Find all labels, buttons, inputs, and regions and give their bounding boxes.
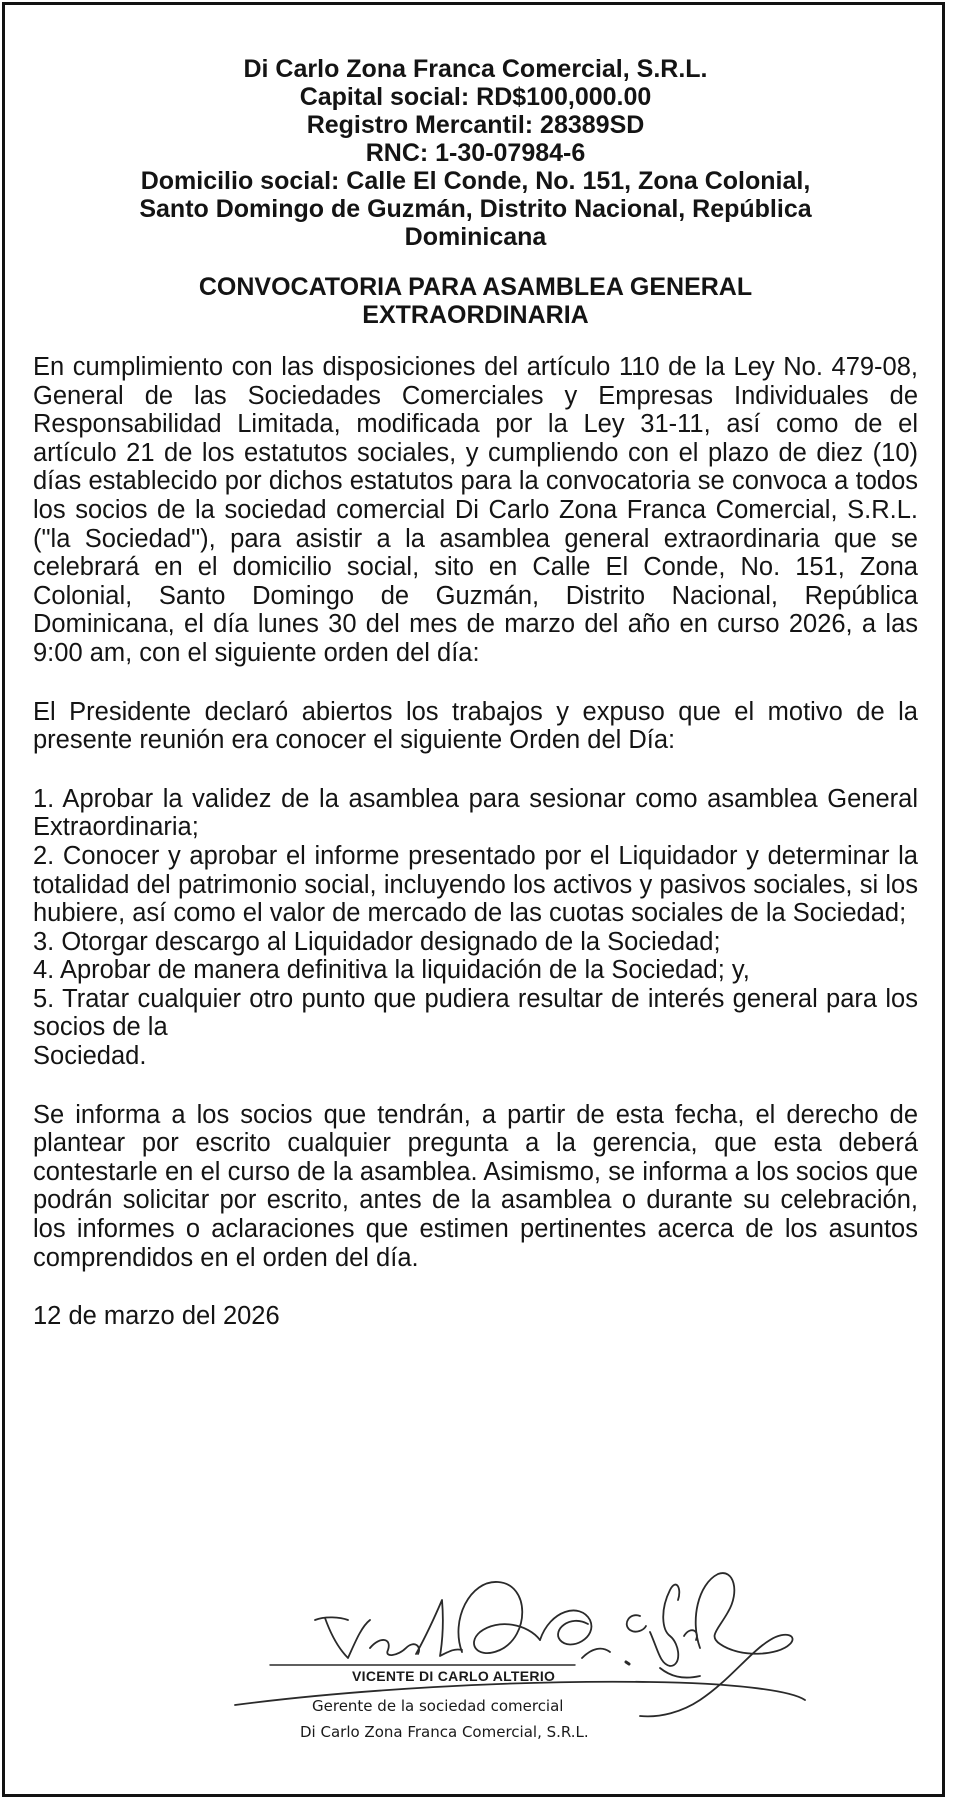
agenda-item-2: 2. Conocer y aprobar el informe presentado por el Liquidador y determinar la totalidad del patrimonio social, incluyendo los activos y pasivos sociales, si los hubiere, así como el valor de mercado de las cuotas sociales de la Sociedad; xyxy=(33,841,918,928)
signer-role: Gerente de la sociedad comercial xyxy=(312,1697,564,1715)
agenda-item-3: 3. Otorgar descargo al Liquidador designado de la Sociedad; xyxy=(33,927,721,956)
president-paragraph: El Presidente declaró abiertos los trabajos y expuso que el motivo de la presente reunión era conocer el siguiente Orden del Día: xyxy=(33,697,918,755)
notice-paragraph: Se informa a los socios que tendrán, a partir de esta fecha, el derecho de plantear por escrito cualquier pregunta a la gerencia, que esta deberá contestarle en el curso de la asamblea. Asimismo, se informa a los socios que podrán solicitar por escrito, antes de la asamblea o durante su celebración, los informes o aclaraciones que estimen pertinentes acerca de los asuntos comprendidos en el orden del día. xyxy=(33,1100,918,1272)
notice-title-line-1: CONVOCATORIA PARA ASAMBLEA GENERAL xyxy=(198,273,753,301)
company-header xyxy=(46,55,906,251)
agenda-item-1: 1. Aprobar la validez de la asamblea para sesionar como asamblea General Extraordinaria; xyxy=(33,784,918,842)
company-domicilio-line-1: Domicilio social: Calle El Conde, No. 151, Zona Colonial, xyxy=(140,167,811,195)
intro-paragraph: En cumplimiento con las disposiciones del artículo 110 de la Ley No. 479-08, General de las Sociedades Comerciales y Empresas Individuales de Responsabilidad Limitada, modificada por la Ley 31-11, así como de el artículo 21 de los estatutos sociales, y cumpliendo con el plazo de diez (10) días establecido por dichos estatutos para la convocatoria se convoca a todos los socios de la sociedad comercial Di Carlo Zona Franca Comercial, S.R.L. ("la Sociedad"), para asistir a la asamblea general extraordinaria que se celebrará en el domicilio social, sito en Calle El Conde, No. 151, Zona Colonial, Santo Domingo de Guzmán, Distrito Nacional, República Dominicana, el día lunes 30 del mes de marzo del año en curso 2026, a las 9:00 am, con el siguiente orden del día: xyxy=(33,353,918,667)
signer-company: Di Carlo Zona Franca Comercial, S.R.L. xyxy=(300,1723,589,1741)
signature-block xyxy=(230,1540,830,1755)
notice-content xyxy=(33,55,918,1331)
agenda-item-4: 4. Aprobar de manera definitiva la liquidación de la Sociedad; y, xyxy=(33,956,750,985)
company-domicilio-line-2: Santo Domingo de Guzmán, Distrito Nacional, República xyxy=(139,195,812,223)
company-registro: Registro Mercantil: 28389SD xyxy=(306,111,645,139)
notice-title-line-2: EXTRAORDINARIA xyxy=(362,301,589,329)
signer-name: VICENTE DI CARLO ALTERIO xyxy=(352,1668,556,1684)
notice-date: 12 de marzo del 2026 xyxy=(33,1302,280,1331)
company-rnc: RNC: 1-30-07984-6 xyxy=(365,139,586,167)
agenda-item-5-continuation: Sociedad. xyxy=(33,1042,147,1071)
agenda-list xyxy=(33,785,918,1071)
company-capital: Capital social: RD$100,000.00 xyxy=(299,83,652,111)
company-domicilio-line-3: Dominicana xyxy=(404,223,547,251)
notice-frame xyxy=(2,2,945,1797)
agenda-item-5: 5. Tratar cualquier otro punto que pudiera resultar de interés general para los socios de la xyxy=(33,984,918,1042)
company-name: Di Carlo Zona Franca Comercial, S.R.L. xyxy=(243,55,708,83)
notice-title xyxy=(96,273,856,329)
